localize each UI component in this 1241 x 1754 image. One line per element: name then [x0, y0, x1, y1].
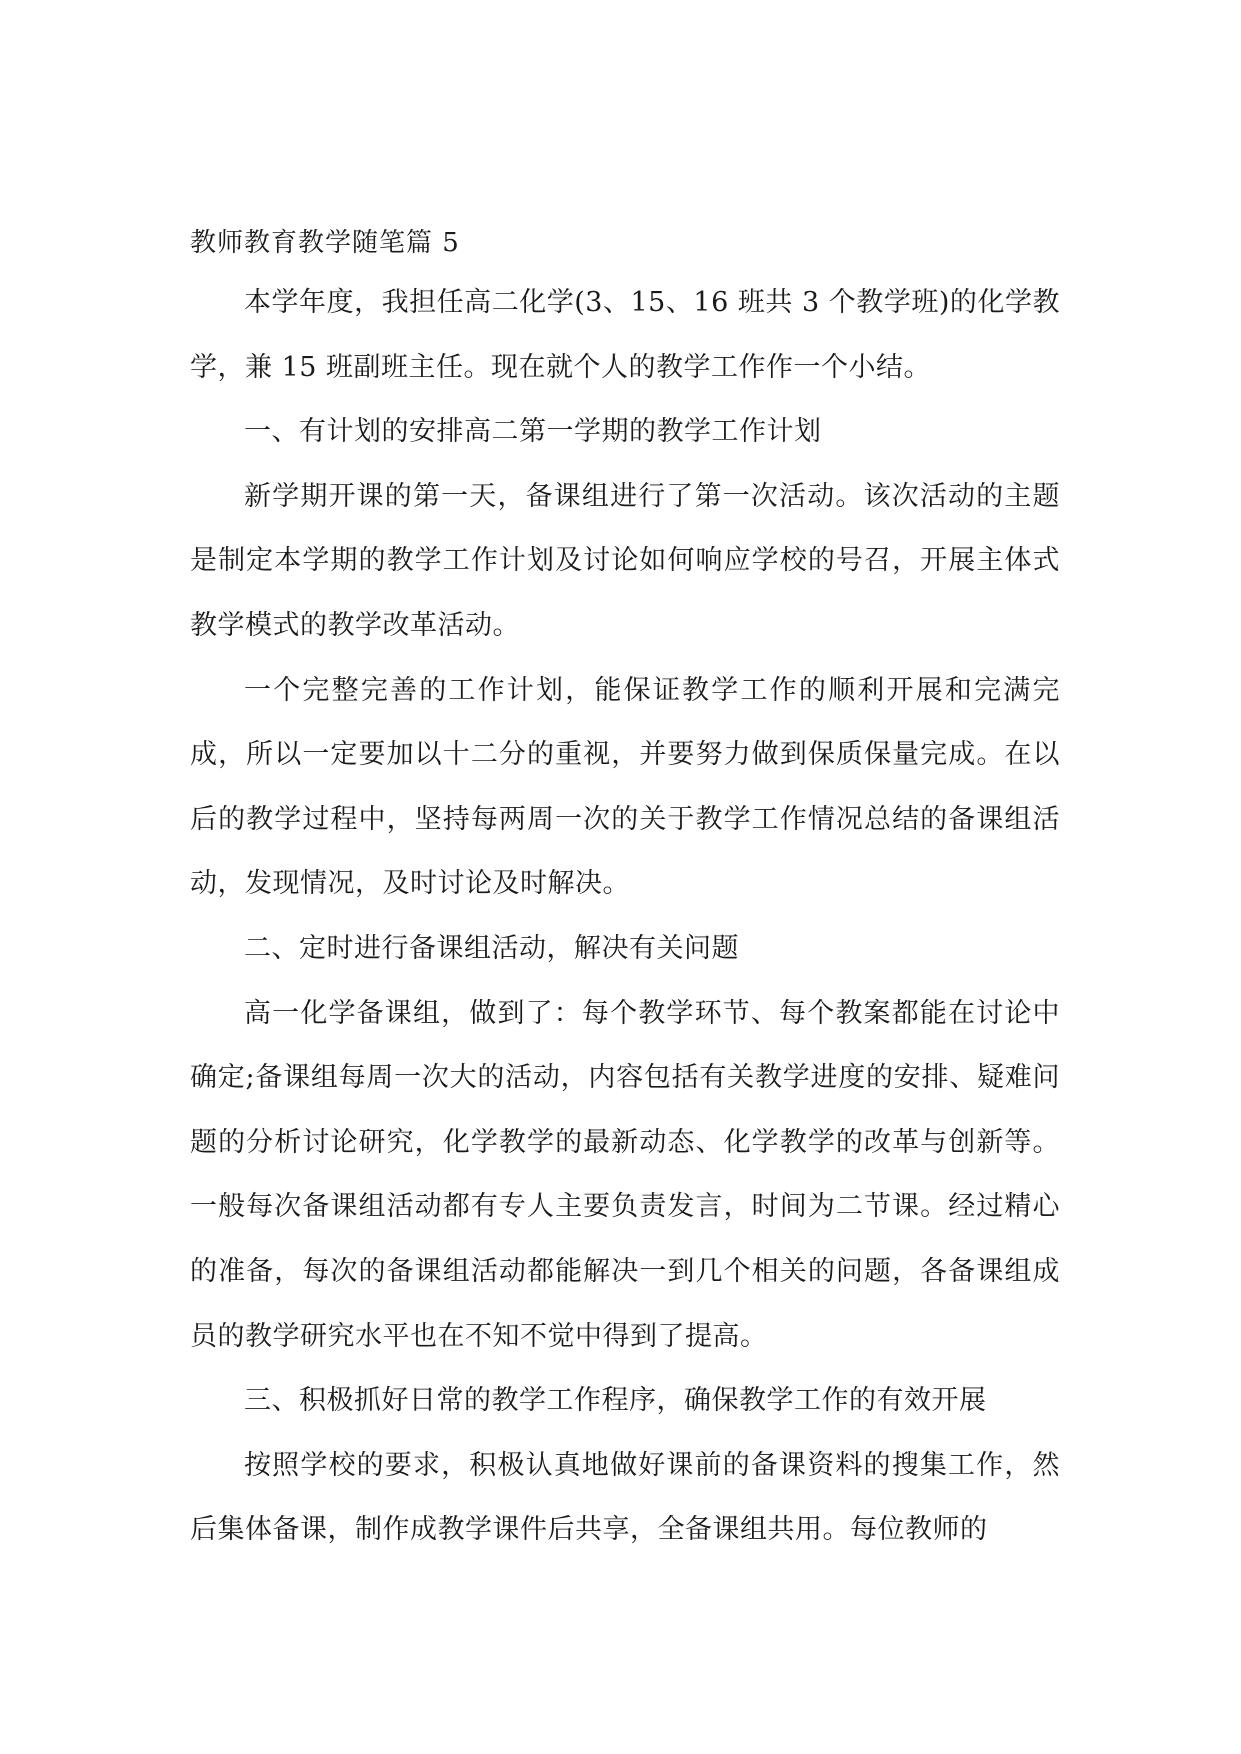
- paragraph-lesson-group: 高一化学备课组，做到了：每个教学环节、每个教案都能在讨论中确定;备课组每周一次大的活动，内容包括有关教学进度的安排、疑难问题的分析讨论研究，化学教学的最新动态、化学教学的改革与创新等。一般每次备课组活动都有专人主要负责发言，时间为二节课。经过精心的准备，每次的备课组活动都能解决一到几个相关的问题，各备课组成员的教学研究水平也在不知不觉中得到了提高。: [190, 997, 1060, 1352]
- paragraph-daily-work: 按照学校的要求，积极认真地做好课前的备课资料的搜集工作，然后集体备课，制作成教学课件后共享，全备课组共用。每位教师的: [190, 1449, 1060, 1546]
- paragraph-intro: 本学年度，我担任高二化学(3、15、16 班共 3 个教学班)的化学教学，兼 15 班副班主任。现在就个人的教学工作作一个小结。: [190, 287, 1060, 383]
- section-heading-1: 一、有计划的安排高二第一学期的教学工作计划: [244, 416, 822, 448]
- document-title: 教师教育教学随笔篇 5: [190, 228, 460, 258]
- paragraph-plan-importance: 一个完整完善的工作计划，能保证教学工作的顺利开展和完满完成，所以一定要加以十二分的重视，并要努力做到保质保量完成。在以后的教学过程中，坚持每两周一次的关于教学工作情况总结的备课组活动，发现情况，及时讨论及时解决。: [190, 674, 1060, 900]
- section-heading-3: 三、积极抓好日常的教学工作程序，确保教学工作的有效开展: [244, 1385, 987, 1417]
- document-body: [190, 228, 1060, 1563]
- section-heading-2: 二、定时进行备课组活动，解决有关问题: [244, 932, 739, 964]
- paragraph-plan-activity: 新学期开课的第一天，备课组进行了第一次活动。该次活动的主题是制定本学期的教学工作计划及讨论如何响应学校的号召，开展主体式教学模式的教学改革活动。: [190, 480, 1060, 641]
